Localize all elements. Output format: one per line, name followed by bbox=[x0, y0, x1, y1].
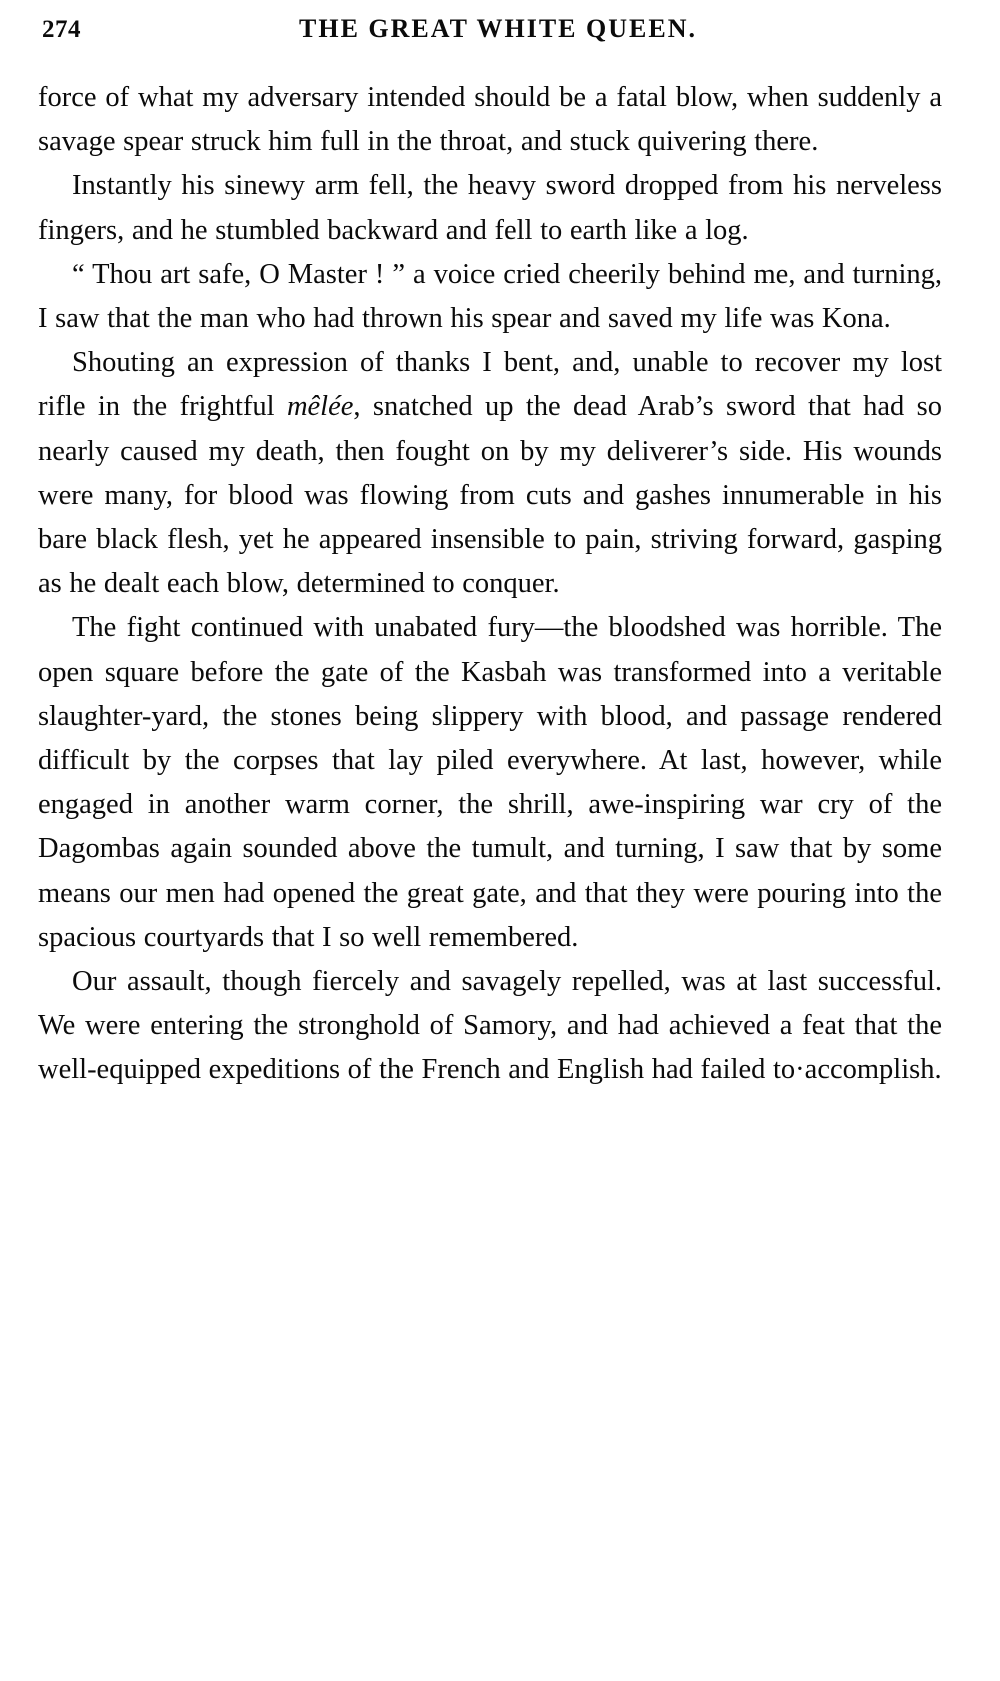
paragraph-segment: , snatched up the dead Arab’s sword that had so nearly caused my death, then fought on by my deliverer’s side. His wounds were many, for blood was flowing from cuts and gashes innumerable in his bare black flesh, yet he appeared insensible to pain, striving forward, gasping as he dealt each blow, determined to conquer. bbox=[38, 391, 943, 600]
page-number: 274 bbox=[42, 16, 81, 43]
paragraph: Instantly his sinewy arm fell, the heavy sword dropped from his nerveless fingers, and he stumbled backward and fell to earth like a log. bbox=[38, 170, 942, 246]
paragraph: “ Thou art safe, O Master ! ” a voice cried cheerily behind me, and turning, I saw that the man who had thrown his spear and saved my life was Kona. bbox=[38, 258, 942, 335]
paragraph: Our assault, though fiercely and savagely repelled, was at last successful. We were entering the stronghold of Samory, and had achieved a feat that the well-equipped expeditions of the French and English had failed to·accomplish. bbox=[38, 966, 942, 1086]
paragraph: The fight continued with unabated fury—the bloodshed was horrible. The open square before the gate of the Kasbah was transformed into a veritable slaughter-yard, the stones being slippery with blood, and passage rendered difficult by the corpses that lay piled everywhere. At last, however, while engaged in another warm corner, the shrill, awe-inspiring war cry of the Dagombas again sounded above the tumult, and turning, I saw that by some means our men had opened the great gate, and that they were pouring into the spacious courtyards that I so well remembered. bbox=[38, 612, 942, 953]
page-title: THE GREAT WHITE QUEEN. bbox=[299, 14, 697, 43]
running-head bbox=[42, 14, 942, 66]
body-text bbox=[38, 76, 942, 1093]
foreign-word: mêlée bbox=[286, 391, 354, 423]
paragraph-segment: Shouting an expression of thanks I bent, and, unable to recover my lost rifle in the frightful bbox=[38, 347, 942, 423]
paragraph bbox=[38, 341, 942, 606]
paragraph: force of what my adversary intended should be a fatal blow, when suddenly a savage spear struck him full in the throat, and stuck quivering there. bbox=[38, 82, 942, 158]
